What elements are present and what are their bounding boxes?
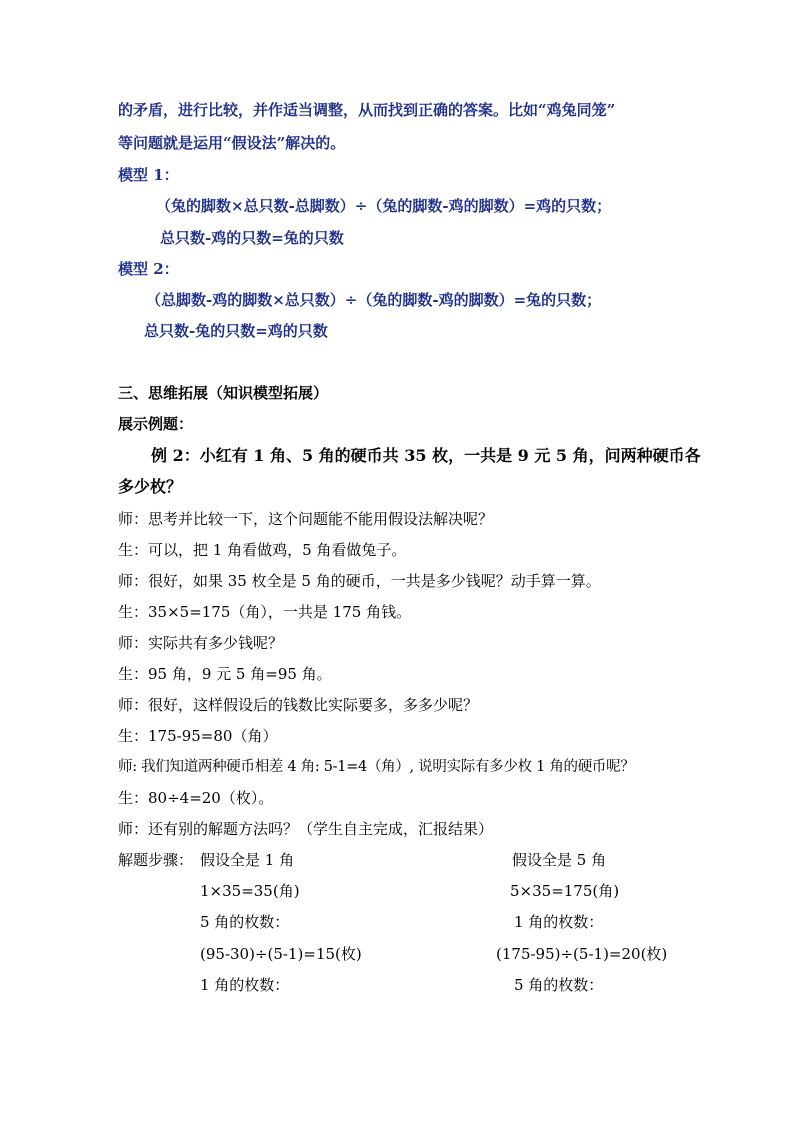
solution-label: 解题步骤： [118,851,194,869]
intro-line-1: 的矛盾，进行比较，并作适当调整，从而找到正确的答案。比如“鸡兔同笼” [118,101,616,119]
intro-line-2: 等问题就是运用“假设法”解决的。 [118,134,346,152]
solution-left-step: 1 角的枚数： [200,976,290,994]
model-2-formula-1: （总脚数-鸡的脚数×总只数）÷（兔的脚数-鸡的脚数）=兔的只数； [146,291,602,309]
section-heading: 三、思维拓展（知识模型拓展） [118,384,329,402]
example-line-1: 例 2：小红有 1 角、5 角的硬币共 35 枚，一共是 9 元 5 角，问两种硬币各 [151,446,701,465]
dialogue-line: 师: 我们知道两种硬币相差 4 角: 5-1=4（角）, 说明实际有多少枚 1 角的硬币呢？ [118,759,635,775]
dialogue-line: 师：很好，如果 35 枚全是 5 角的硬币，一共是多少钱呢？动手算一算。 [118,572,601,590]
solution-right-step: 5 角的枚数： [514,976,604,994]
model-1-formula-1: （兔的脚数×总只数-总脚数）÷（兔的脚数-鸡的脚数）=鸡的只数； [156,197,612,215]
example-label: 展示例题： [118,415,194,433]
dialogue-line: 生：35×5=175（角），一共是 175 角钱。 [118,603,412,621]
dialogue-line: 生：80÷4=20（枚）。 [118,789,274,807]
model-1-formula-2: 总只数-鸡的只数=兔的只数 [160,229,344,247]
solution-right-step: 假设全是 5 角 [512,851,607,869]
solution-left-step: (95-30)÷(5-1)=15(枚) [200,945,362,963]
model-2-formula-2: 总只数-兔的只数=鸡的只数 [144,322,328,340]
model-1-title: 模型 1： [118,166,179,184]
solution-right-step: (175-95)÷(5-1)=20(枚) [496,945,668,963]
solution-left-step: 5 角的枚数： [200,913,290,931]
solution-right-step: 5×35=175(角) [510,882,620,900]
dialogue-line: 生：95 角，9 元 5 角=95 角。 [118,665,332,683]
dialogue-line: 生：可以，把 1 角看做鸡，5 角看做兔子。 [118,541,407,559]
dialogue-line: 师：实际共有多少钱呢？ [118,634,284,652]
solution-right-step: 1 角的枚数： [514,913,604,931]
solution-left-step: 假设全是 1 角 [200,851,295,869]
example-line-2: 多少枚？ [118,477,183,496]
dialogue-line: 生：175-95=80（角） [118,727,278,745]
model-2-title: 模型 2： [118,260,179,278]
dialogue-line: 师：很好，这样假设后的钱数比实际要多，多多少呢？ [118,696,479,714]
solution-left-step: 1×35=35(角) [200,882,300,900]
dialogue-line: 师：还有别的解题方法吗？（学生自主完成，汇报结果） [118,820,494,838]
dialogue-line: 师：思考并比较一下，这个问题能不能用假设法解决呢？ [118,510,494,528]
